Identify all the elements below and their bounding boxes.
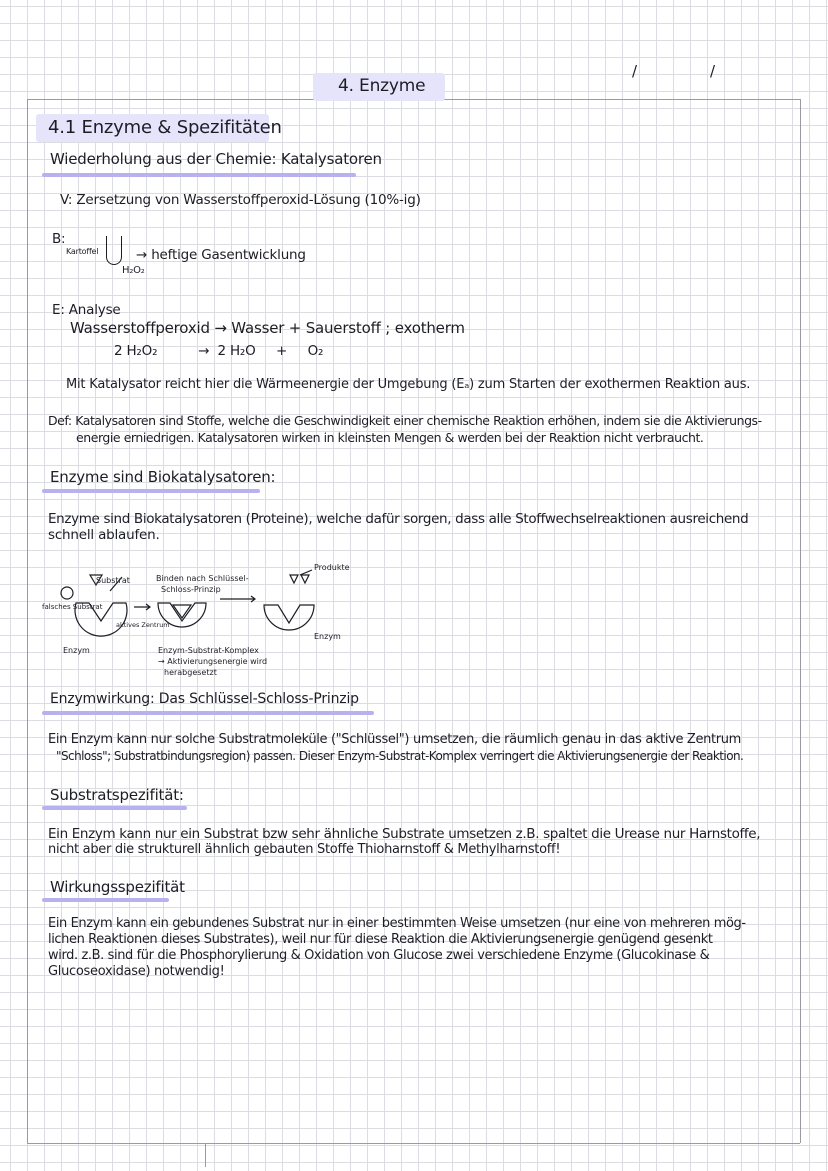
diagram-enzyme-right: Enzym	[314, 632, 341, 641]
product-triangle-2	[301, 575, 309, 583]
repetition-heading: Wiederholung aus der Chemie: Katalysatoren	[50, 150, 382, 168]
bottom-rule	[27, 1143, 800, 1144]
products-pointer	[300, 570, 312, 575]
observation-label: B:	[52, 231, 66, 247]
biocatalysts-line-2: schnell ablaufen.	[48, 527, 160, 543]
arrow-1	[134, 604, 150, 610]
diagram-products: Produkte	[314, 563, 350, 572]
biocatalysts-heading: Enzyme sind Biokatalysatoren:	[50, 468, 276, 486]
arrow-2	[220, 596, 255, 602]
product-triangle-1	[290, 575, 298, 583]
lock-key-heading-underline	[42, 711, 374, 715]
observation-potato: Kartoffel	[66, 247, 99, 256]
effect-specificity-line-4: Glucoseoxidase) notwendig!	[48, 964, 225, 979]
substrate-specificity-line-1: Ein Enzym kann nur ein Substrat bzw sehr ähnliche Substrate umsetzen z.B. spaltet die Urease nur Harnstoffe,	[48, 826, 761, 842]
effect-specificity-line-1: Ein Enzym kann ein gebundenes Substrat nur in einer bestimmten Weise umsetzen (nur eine von mehreren mög-	[48, 916, 746, 931]
biocatalysts-heading-underline	[42, 489, 260, 493]
wrong-substrate-circle	[61, 587, 73, 599]
test-tube-icon	[106, 236, 122, 265]
enzyme-right-shape	[264, 605, 314, 630]
reaction-words: Wasserstoffperoxid → Wasser + Sauerstoff ; exotherm	[70, 319, 465, 337]
page-title: 4. Enzyme	[338, 76, 426, 96]
section-heading: 4.1 Enzyme & Spezifitäten	[48, 117, 282, 138]
diagram-complex-line-1: Enzym-Substrat-Komplex	[158, 646, 259, 655]
effect-specificity-line-3: wird. z.B. sind für die Phosphorylierung & Oxidation von Glucose zwei verschiedene Enzyme (Glucokinase &	[48, 948, 710, 963]
effect-specificity-heading: Wirkungsspezifität	[50, 878, 185, 896]
definition-line-1: Def: Katalysatoren sind Stoffe, welche die Geschwindigkeit einer chemische Reaktion erhöhen, indem sie die Aktivierungs-	[48, 413, 762, 428]
analysis-label: E: Analyse	[52, 302, 121, 318]
lock-key-diagram	[30, 555, 370, 687]
definition-line-2: energie erniedrigen. Katalysatoren wirken in kleinsten Mengen & werden bei der Reaktion nicht verbraucht.	[76, 430, 704, 445]
diagram-active-center: aktives Zentrum	[116, 621, 170, 629]
lock-key-line-2: "Schloss"; Substratbindungsregion) passen. Dieser Enzym-Substrat-Komplex verringert die Aktivierungsenergie der Reaktion.	[56, 749, 744, 763]
biocatalysts-line-1: Enzyme sind Biokatalysatoren (Proteine), welche dafür sorgen, dass alle Stoffwechselreaktionen ausreichend	[48, 511, 749, 527]
diagram-complex-line-2: → Aktivierungsenergie wird	[158, 657, 268, 666]
date-slash-2: /	[710, 62, 715, 80]
observation-h2o2: H₂O₂	[122, 265, 145, 276]
diagram-complex-line-3: herabgesetzt	[164, 668, 217, 677]
diagram-enzyme-left: Enzym	[63, 646, 90, 655]
left-margin-rule	[27, 99, 28, 1143]
date-slash-1: /	[632, 62, 637, 80]
substrate-specificity-underline	[42, 806, 187, 810]
diagram-binding-line-1: Binden nach Schlüssel-	[156, 574, 249, 583]
repetition-heading-underline	[42, 173, 356, 177]
diagram-wrong-substrate: falsches Substrat	[42, 603, 103, 611]
experiment-line: V: Zersetzung von Wasserstoffperoxid-Lösung (10%-ig)	[60, 192, 421, 208]
substrate-specificity-heading: Substratspezifität:	[50, 786, 184, 804]
diagram-substrate: Substrat	[96, 576, 130, 585]
lock-key-heading: Enzymwirkung: Das Schlüssel-Schloss-Prinzip	[50, 691, 359, 707]
lock-key-line-1: Ein Enzym kann nur solche Substratmoleküle ("Schlüssel") umsetzen, die räumlich genau in das aktive Zentrum	[48, 732, 741, 747]
observation-result: → heftige Gasentwicklung	[136, 247, 306, 263]
reaction-formula: 2 H₂O₂ → 2 H₂O + O₂	[114, 343, 324, 359]
catalyst-note: Mit Katalysator reicht hier die Wärmeenergie der Umgebung (Eₐ) zum Starten der exothermen Reaktion aus.	[66, 377, 751, 392]
effect-specificity-underline	[42, 898, 169, 902]
substrate-specificity-line-2: nicht aber die strukturell ähnlich gebauten Stoffe Thioharnstoff & Methylharnstoff!	[48, 842, 561, 857]
right-margin-rule	[800, 99, 801, 1143]
footer-tick	[205, 1143, 206, 1167]
effect-specificity-line-2: lichen Reaktionen dieses Substrates), weil nur für diese Reaktion die Aktivierungsenergie genügend gesenkt	[48, 932, 713, 947]
diagram-binding-line-2: Schloss-Prinzip	[161, 585, 221, 594]
